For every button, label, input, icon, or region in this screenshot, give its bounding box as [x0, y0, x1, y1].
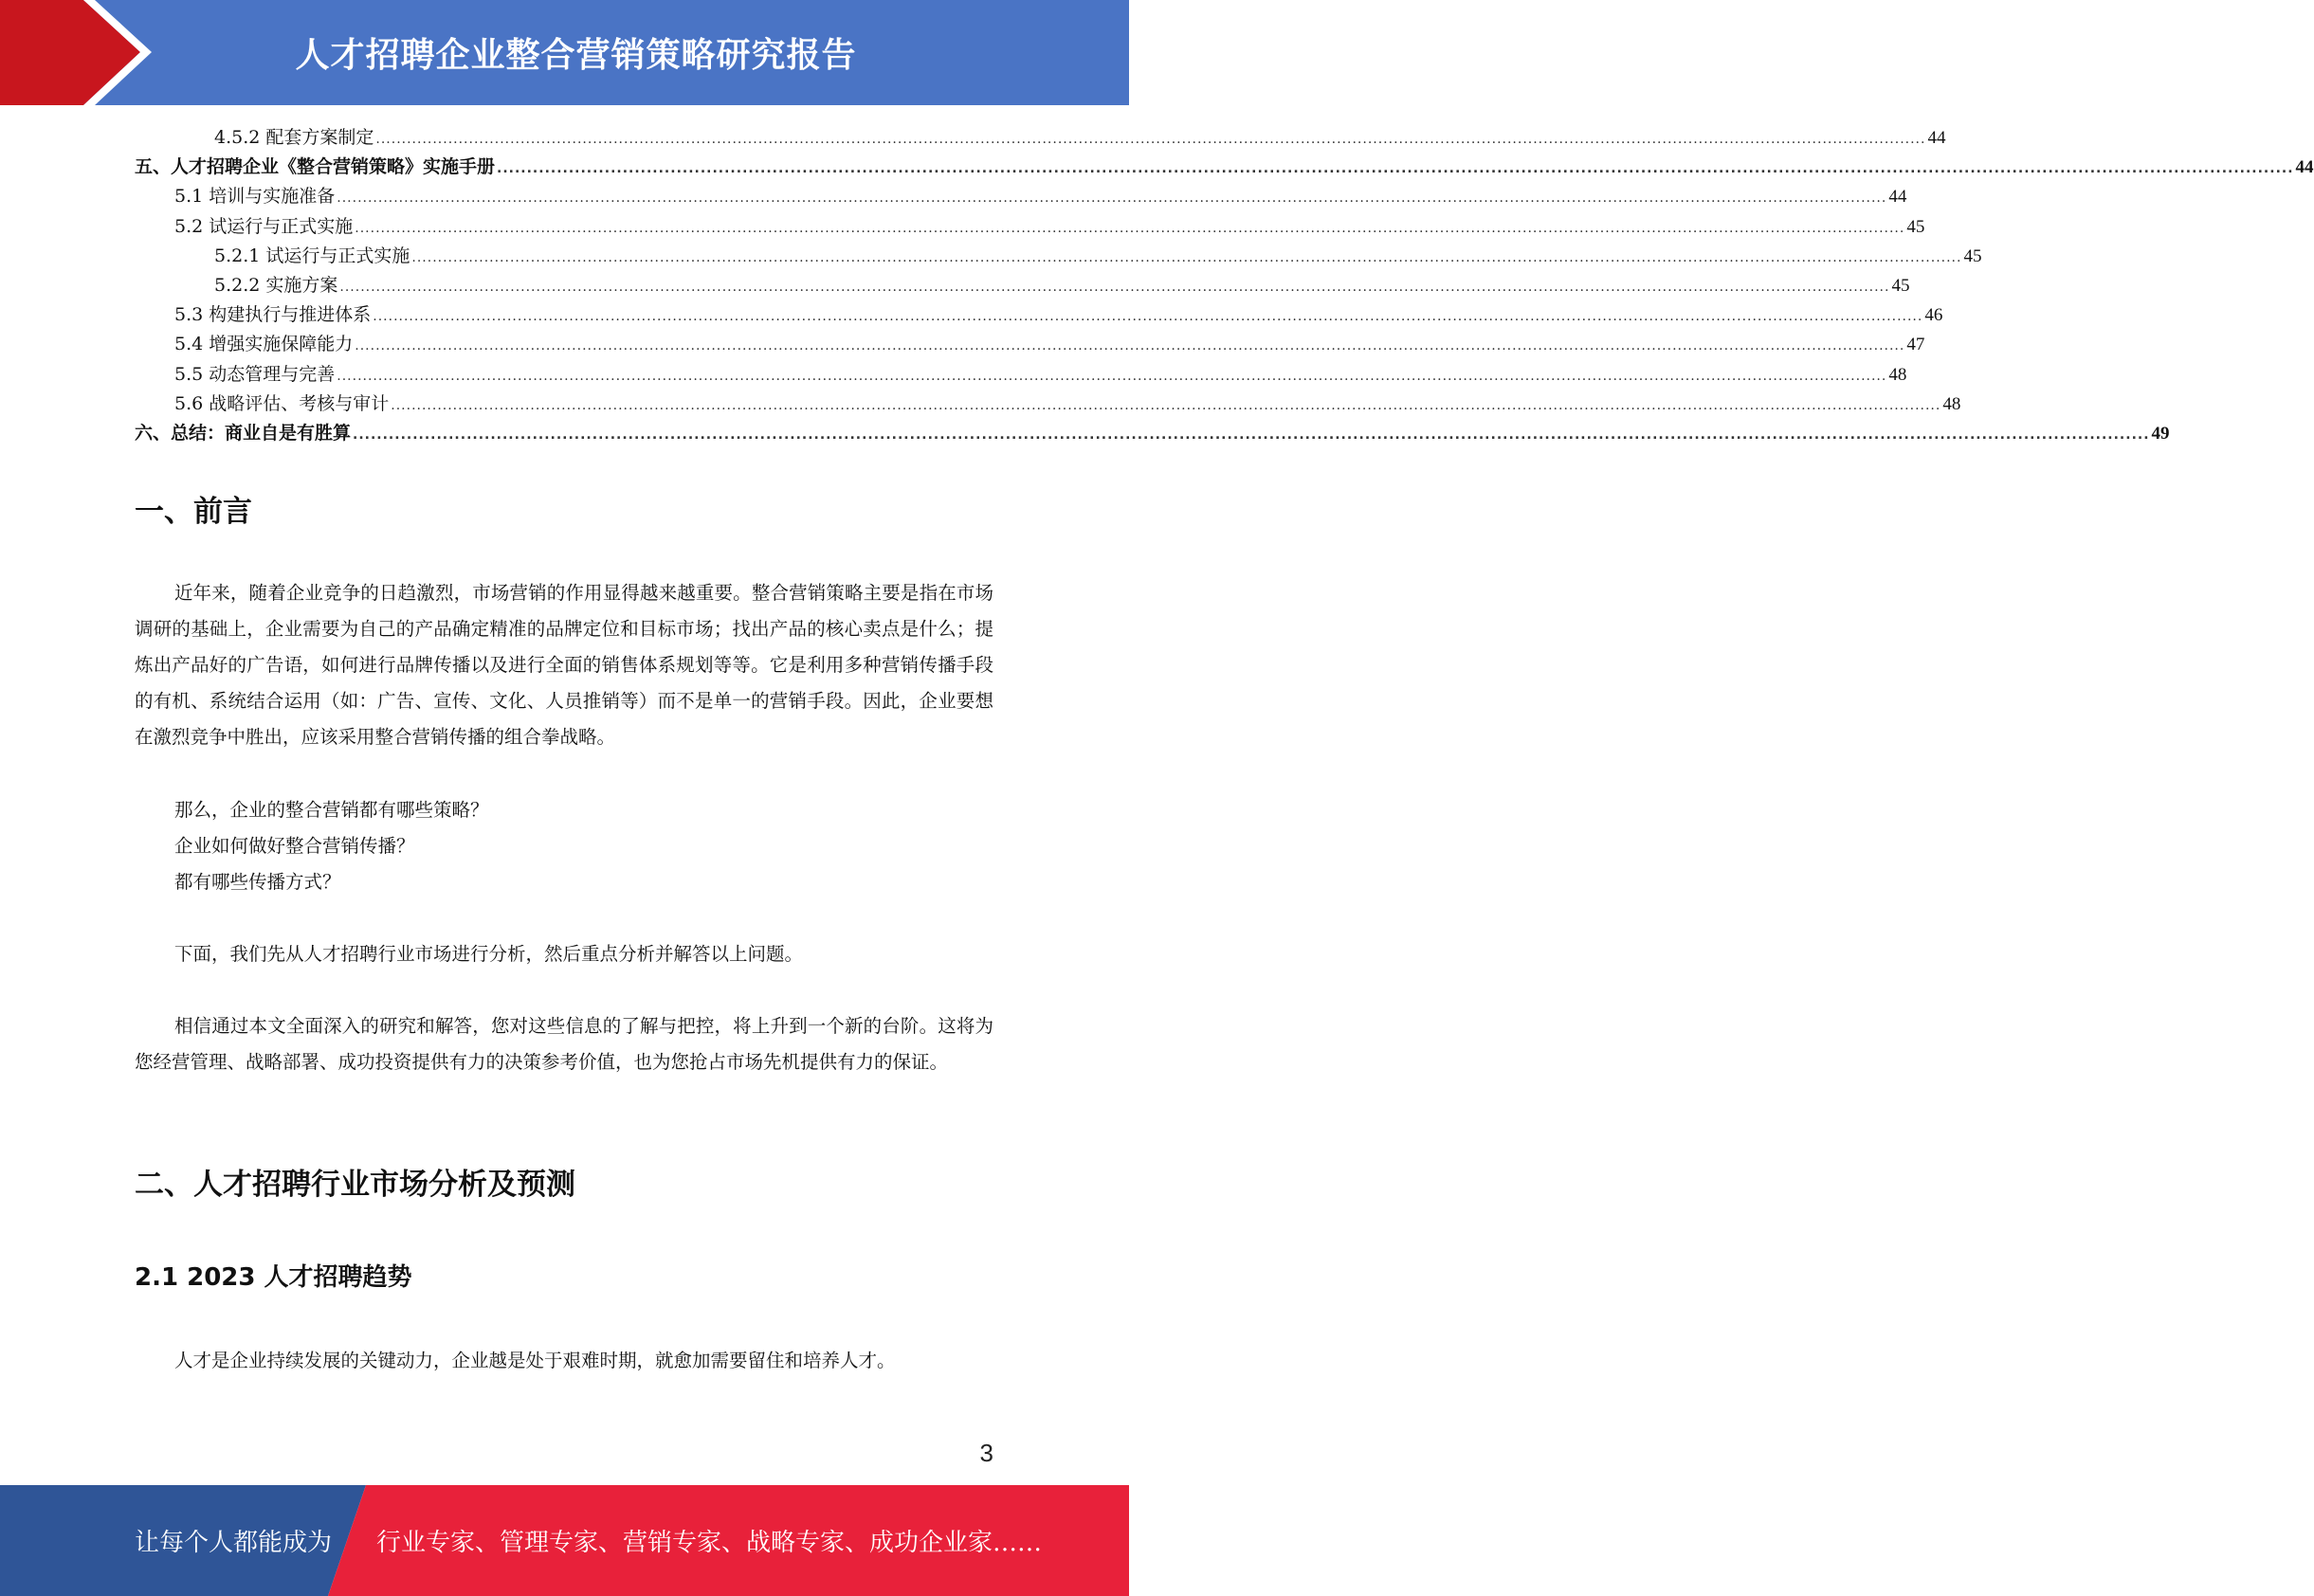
closing-paragraph: 相信通过本文全面深入的研究和解答，您对这些信息的了解与把控，将上升到一个新的台阶。这将为您经营管理、战略部署、成功投资提供有力的决策参考价值，也为您抢占市场先机提供有力的保证。	[135, 1015, 993, 1073]
toc-entry[interactable]	[135, 390, 1961, 419]
toc-leader-dots: ............................................................................................................................................................................................................................................................................................................	[353, 426, 2150, 443]
toc-entry-page: 44	[2295, 157, 2314, 178]
toc-leader-dots: ............................................................................................................................................................................................................................................................................................................	[391, 397, 1941, 413]
toc-entry[interactable]	[135, 419, 2170, 448]
toc-entry[interactable]	[135, 300, 1943, 330]
toc-leader-dots: ............................................................................................................................................................................................................................................................................................................	[375, 132, 1926, 147]
toc-entry-page: 45	[1891, 275, 1910, 296]
trend-paragraph: 人才是企业持续发展的关键动力，企业越是处于艰难时期，就愈加需要留住和培养人才。	[174, 1350, 896, 1371]
section-heading-market-analysis: 二、人才招聘行业市场分析及预测	[135, 1168, 575, 1202]
toc-leader-dots: ............................................................................................................................................................................................................................................................................................................	[339, 279, 1890, 295]
toc-entry-page: 45	[1906, 216, 1925, 237]
preface-paragraph: 近年来，随着企业竞争的日趋激烈，市场营销的作用显得越来越重要。整合营销策略主要是指在市场调研的基础上，企业需要为自己的产品确定精准的品牌定位和目标市场；找出产品的核心卖点是什么；提炼出产品好的广告语，如何进行品牌传播以及进行全面的销售体系规划等等。它是利用多种营销传播手段的有机、系统结合运用（如：广告、宣传、文化、人员推销等）而不是单一的营销手段。因此，企业要想在激烈竞争中胜出，应该采用整合营销传播的组合拳战略。	[135, 582, 993, 748]
toc-entry[interactable]	[135, 182, 1907, 211]
toc-entry-page: 44	[1888, 187, 1907, 208]
toc-entry-page: 49	[2151, 423, 2170, 444]
toc-entry-title: 5.2 试运行与正式实施	[174, 215, 354, 237]
toc-leader-dots: ............................................................................................................................................................................................................................................................................................................	[497, 161, 2294, 177]
toc-entry-title: 4.5.2 配套方案制定	[214, 127, 374, 148]
section-heading-preface: 一、前言	[135, 495, 252, 529]
toc-entry[interactable]	[135, 242, 1982, 271]
toc-entry-title: 5.1 培训与实施准备	[174, 186, 336, 208]
toc-leader-dots: ............................................................................................................................................................................................................................................................................................................	[373, 309, 1923, 325]
toc-entry[interactable]	[135, 360, 1907, 390]
toc-leader-dots: ............................................................................................................................................................................................................................................................................................................	[355, 220, 1905, 236]
toc-entry-title: 五、人才招聘企业《整合营销策略》实施手册	[135, 156, 496, 178]
footer-banner	[0, 1485, 1129, 1596]
toc-entry-page: 48	[1942, 393, 1961, 414]
page-number: 3	[979, 1439, 993, 1467]
toc-leader-dots: ............................................................................................................................................................................................................................................................................................................	[355, 338, 1905, 354]
toc-entry[interactable]	[135, 330, 1925, 359]
toc-entry-page: 48	[1888, 364, 1907, 385]
toc-entry-title: 六、总结：商业自是有胜算	[135, 422, 352, 444]
transition-paragraph: 下面，我们先从人才招聘行业市场进行分析，然后重点分析并解答以上问题。	[174, 943, 804, 965]
table-of-contents	[135, 123, 2314, 448]
subsection-heading-trends: 2.1 2023 人才招聘趋势	[135, 1263, 412, 1292]
toc-entry-page: 47	[1906, 335, 1925, 355]
toc-entry-page: 45	[1963, 245, 1982, 266]
toc-leader-dots: ............................................................................................................................................................................................................................................................................................................	[411, 249, 1962, 265]
toc-entry-title: 5.5 动态管理与完善	[174, 363, 336, 385]
toc-entry[interactable]	[135, 212, 1925, 242]
toc-entry[interactable]	[135, 271, 1910, 300]
footer-slogan-left: 让每个人都能成为	[135, 1529, 333, 1557]
toc-entry[interactable]	[135, 123, 1946, 153]
toc-entry[interactable]	[135, 153, 2314, 182]
toc-entry-title: 5.3 构建执行与推进体系	[174, 304, 372, 326]
footer-slogan-right: 行业专家、管理专家、营销专家、战略专家、成功企业家……	[376, 1529, 1043, 1557]
question-line: 企业如何做好整合营销传播？	[174, 835, 415, 857]
toc-entry-page: 44	[1927, 128, 1946, 148]
header-banner	[0, 0, 1129, 105]
toc-leader-dots: ............................................................................................................................................................................................................................................................................................................	[337, 368, 1887, 384]
toc-entry-title: 5.2.2 实施方案	[214, 274, 338, 296]
toc-leader-dots: ............................................................................................................................................................................................................................................................................................................	[337, 190, 1887, 207]
question-line: 那么，企业的整合营销都有哪些策略？	[174, 799, 489, 821]
toc-entry-title: 5.6 战略评估、考核与审计	[174, 392, 390, 414]
toc-entry-title: 5.2.1 试运行与正式实施	[214, 245, 410, 266]
toc-entry-page: 46	[1924, 305, 1943, 326]
document-title: 人才招聘企业整合营销策略研究报告	[295, 36, 857, 75]
question-line: 都有哪些传播方式？	[174, 871, 341, 893]
toc-entry-title: 5.4 增强实施保障能力	[174, 334, 354, 355]
